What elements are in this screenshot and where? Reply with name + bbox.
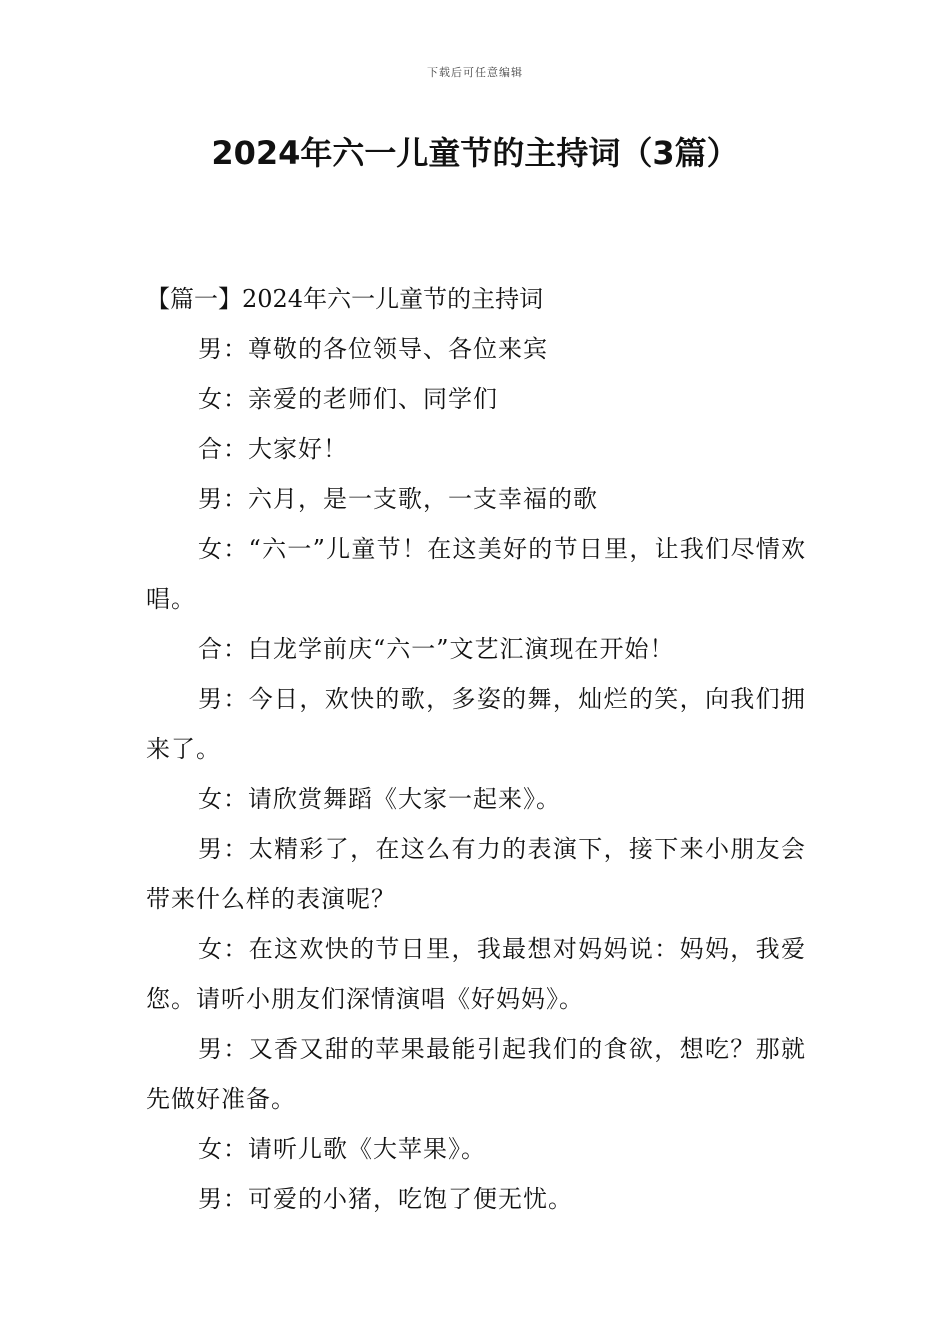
paragraph: 男：尊敬的各位领导、各位来宾 <box>198 335 548 363</box>
document-body <box>146 274 806 1224</box>
paragraph: 女：在这欢快的节日里，我最想对妈妈说：妈妈，我爱您。请听小朋友们深情演唱《好妈妈》。 <box>146 935 806 1013</box>
paragraph: 合：大家好！ <box>198 435 348 463</box>
header-note: 下载后可任意编辑 <box>427 66 523 79</box>
paragraph: 女：“六一”儿童节！在这美好的节日里，让我们尽情欢唱。 <box>146 535 806 613</box>
paragraph: 女：请听儿歌《大苹果》。 <box>198 1135 486 1163</box>
paragraph: 男：可爱的小猪，吃饱了便无忧。 <box>198 1185 573 1213</box>
paragraph: 女：亲爱的老师们、同学们 <box>198 385 498 413</box>
paragraph: 男：今日，欢快的歌，多姿的舞，灿烂的笑，向我们拥来了。 <box>146 685 806 763</box>
paragraph: 男：又香又甜的苹果最能引起我们的食欲，想吃？那就先做好准备。 <box>146 1035 806 1113</box>
section-heading: 【篇一】2024年六一儿童节的主持词 <box>146 285 544 313</box>
paragraph: 男：六月，是一支歌，一支幸福的歌 <box>198 485 598 513</box>
paragraph: 合：白龙学前庆“六一”文艺汇演现在开始！ <box>198 635 675 663</box>
paragraph: 男：太精彩了，在这么有力的表演下，接下来小朋友会带来什么样的表演呢？ <box>146 835 806 913</box>
paragraph: 女：请欣赏舞蹈《大家一起来》。 <box>198 785 561 813</box>
document-title: 2024年六一儿童节的主持词（3篇） <box>211 134 739 172</box>
